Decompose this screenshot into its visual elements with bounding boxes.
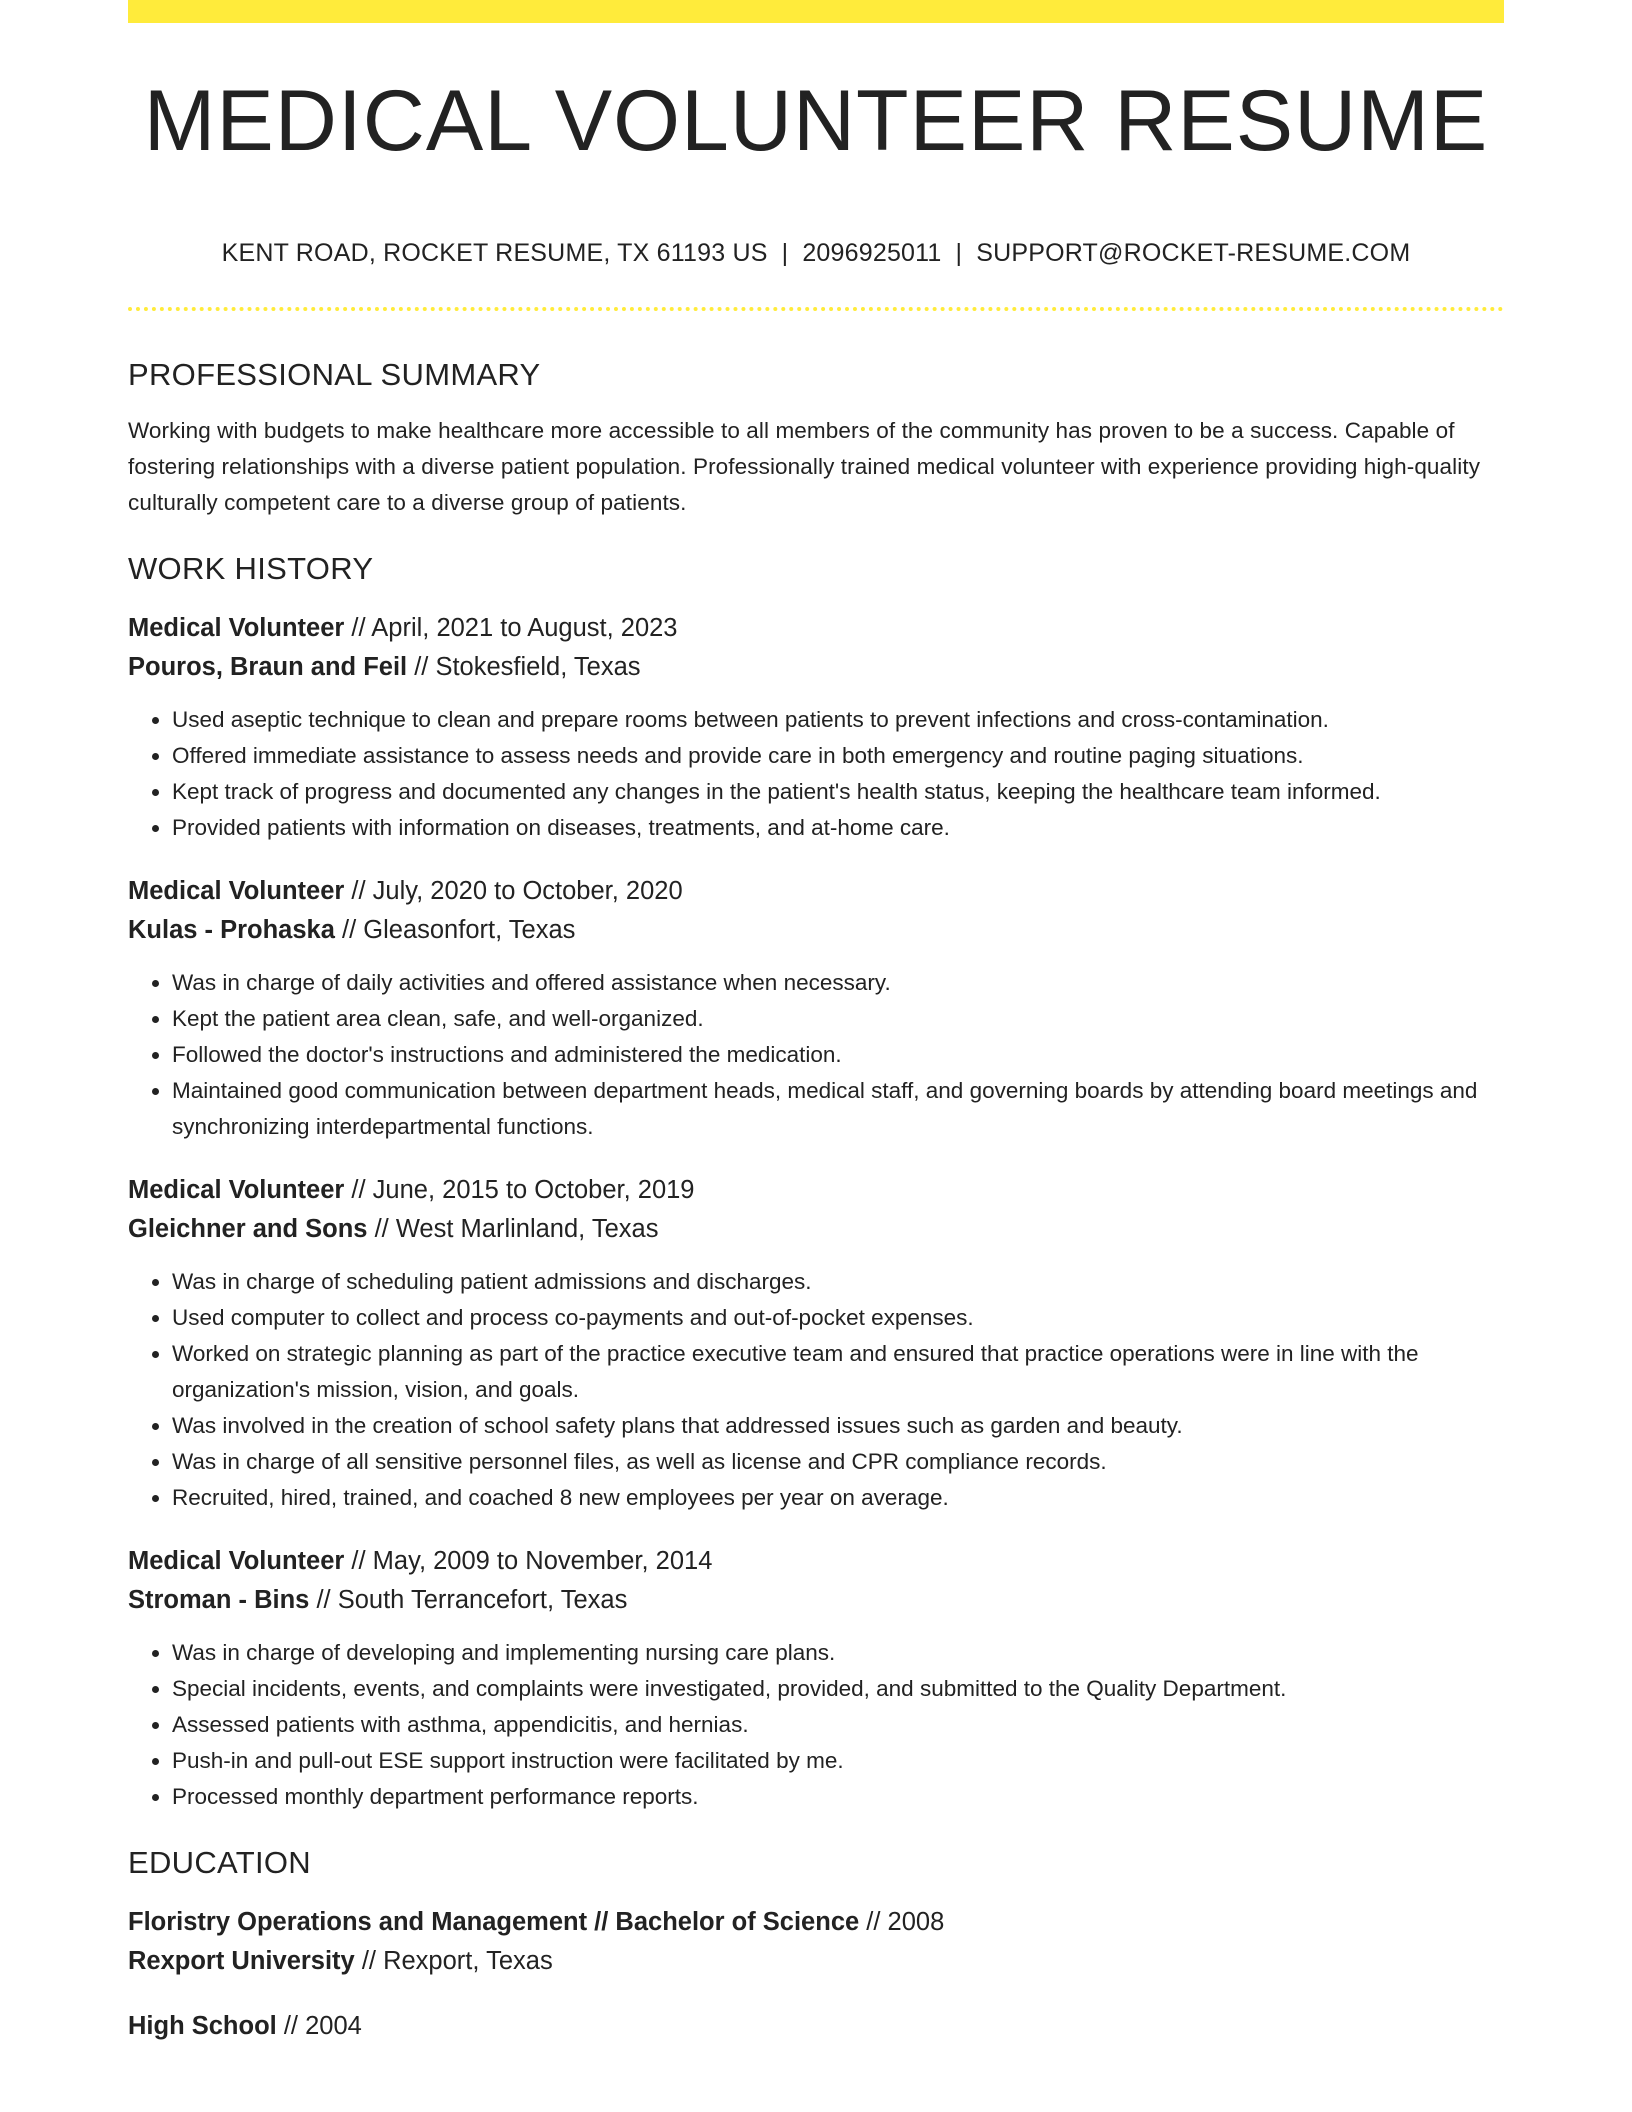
job-bullet: • Was in charge of all sensitive personnel files, as well as license and CPR compliance records.	[172, 1444, 1504, 1480]
education-school: Rexport University	[128, 1947, 355, 1975]
education-degree: High School	[128, 2012, 277, 2040]
job-location: // Stokesfield, Texas	[407, 653, 641, 681]
job-title-line	[128, 1542, 1504, 1581]
job-bullet: • Special incidents, events, and complaints were investigated, provided, and submitted to the Quality Department.	[172, 1671, 1504, 1707]
resume-body	[128, 355, 1504, 2046]
job-bullet: • Was in charge of scheduling patient admissions and discharges.	[172, 1264, 1504, 1300]
job-bullet: • Used aseptic technique to clean and prepare rooms between patients to prevent infections and cross-contamination.	[172, 702, 1504, 738]
education-year: // 2008	[859, 1908, 945, 1936]
job-bullet: • Maintained good communication between department heads, medical staff, and governing boards by attending board meetings and synchronizing interdepartmental functions.	[172, 1073, 1504, 1145]
job-bullet: • Used computer to collect and process co-payments and out-of-pocket expenses.	[172, 1300, 1504, 1336]
job-location: // Gleasonfort, Texas	[334, 916, 576, 944]
job-bullet: • Was in charge of daily activities and offered assistance when necessary.	[172, 965, 1504, 1001]
job-title: Medical Volunteer	[128, 614, 345, 642]
job-bullet: • Processed monthly department performance reports.	[172, 1779, 1504, 1815]
contact-separator: |	[955, 239, 963, 267]
job-bullets	[128, 965, 1504, 1145]
job-company: Stroman - Bins	[128, 1586, 310, 1614]
job-bullet: • Recruited, hired, trained, and coached 8 new employees per year on average.	[172, 1480, 1504, 1516]
education-location: // Rexport, Texas	[354, 1947, 553, 1975]
contact-line	[128, 238, 1504, 268]
job-company-line	[128, 1210, 1504, 1249]
contact-email: SUPPORT@ROCKET-RESUME.COM	[976, 239, 1411, 267]
contact-phone: 2096925011	[802, 239, 942, 267]
summary-text: Working with budgets to make healthcare more accessible to all members of the community has proven to be a success. Capable of fostering relationships with a diverse patient population. Professionally trained medical volunteer with experience providing high-quality culturally competent care to a diverse group of patients.	[128, 418, 1481, 515]
job-title-line	[128, 609, 1504, 648]
job-title-line	[128, 1171, 1504, 1210]
job-title: Medical Volunteer	[128, 1176, 345, 1204]
education-entry	[128, 1903, 1504, 1981]
job-bullet: • Kept track of progress and documented any changes in the patient's health status, keeping the healthcare team informed.	[172, 774, 1504, 810]
job-dates: // July, 2020 to October, 2020	[344, 877, 683, 905]
job-dates: // April, 2021 to August, 2023	[344, 614, 678, 642]
education-degree-line	[128, 1903, 1504, 1942]
top-accent-bar	[128, 0, 1504, 23]
job-company-line	[128, 648, 1504, 687]
job-bullet: • Followed the doctor's instructions and administered the medication.	[172, 1037, 1504, 1073]
education-year: // 2004	[276, 2012, 362, 2040]
job-bullet: • Offered immediate assistance to assess needs and provide care in both emergency and routine paging situations.	[172, 738, 1504, 774]
job-bullet: • Was in charge of developing and implementing nursing care plans.	[172, 1635, 1504, 1671]
job-company: Pouros, Braun and Feil	[128, 653, 408, 681]
job-dates: // May, 2009 to November, 2014	[344, 1547, 713, 1575]
job-title: Medical Volunteer	[128, 877, 345, 905]
job-bullet: • Assessed patients with asthma, appendicitis, and hernias.	[172, 1707, 1504, 1743]
summary-section	[128, 355, 1504, 521]
job-company-line	[128, 911, 1504, 950]
job-company: Gleichner and Sons	[128, 1215, 368, 1243]
job-dates: // June, 2015 to October, 2019	[344, 1176, 695, 1204]
education-entry	[128, 2007, 1504, 2046]
work-history-section	[128, 549, 1504, 1815]
job-title-line	[128, 872, 1504, 911]
job-title: Medical Volunteer	[128, 1547, 345, 1575]
job-entry	[128, 872, 1504, 1145]
header-divider	[128, 307, 1504, 311]
job-bullets	[128, 1635, 1504, 1815]
section-heading-education: EDUCATION	[128, 1845, 311, 1880]
job-company-line	[128, 1581, 1504, 1620]
section-heading-summary: PROFESSIONAL SUMMARY	[128, 357, 541, 392]
job-entry	[128, 609, 1504, 846]
job-entry	[128, 1171, 1504, 1516]
job-bullets	[128, 1264, 1504, 1516]
job-bullet: • Push-in and pull-out ESE support instruction were facilitated by me.	[172, 1743, 1504, 1779]
education-degree-line	[128, 2007, 1504, 2046]
education-school-line	[128, 1942, 1504, 1981]
job-bullet: • Provided patients with information on diseases, treatments, and at-home care.	[172, 810, 1504, 846]
job-location: // South Terrancefort, Texas	[309, 1586, 628, 1614]
job-entry	[128, 1542, 1504, 1815]
job-bullet: • Was involved in the creation of school safety plans that addressed issues such as garden and beauty.	[172, 1408, 1504, 1444]
resume-title: MEDICAL VOLUNTEER RESUME	[143, 73, 1489, 169]
job-bullet: • Worked on strategic planning as part of the practice executive team and ensured that practice operations were in line with the organization's mission, vision, and goals.	[172, 1336, 1504, 1408]
job-location: // West Marlinland, Texas	[367, 1215, 659, 1243]
contact-separator: |	[781, 239, 789, 267]
section-heading-work-history: WORK HISTORY	[128, 551, 374, 586]
job-company: Kulas - Prohaska	[128, 916, 335, 944]
education-degree: Floristry Operations and Management // Bachelor of Science	[128, 1908, 860, 1936]
education-section	[128, 1843, 1504, 2046]
job-bullets	[128, 702, 1504, 846]
job-bullet: • Kept the patient area clean, safe, and well-organized.	[172, 1001, 1504, 1037]
contact-address: KENT ROAD, ROCKET RESUME, TX 61193 US	[221, 239, 768, 267]
